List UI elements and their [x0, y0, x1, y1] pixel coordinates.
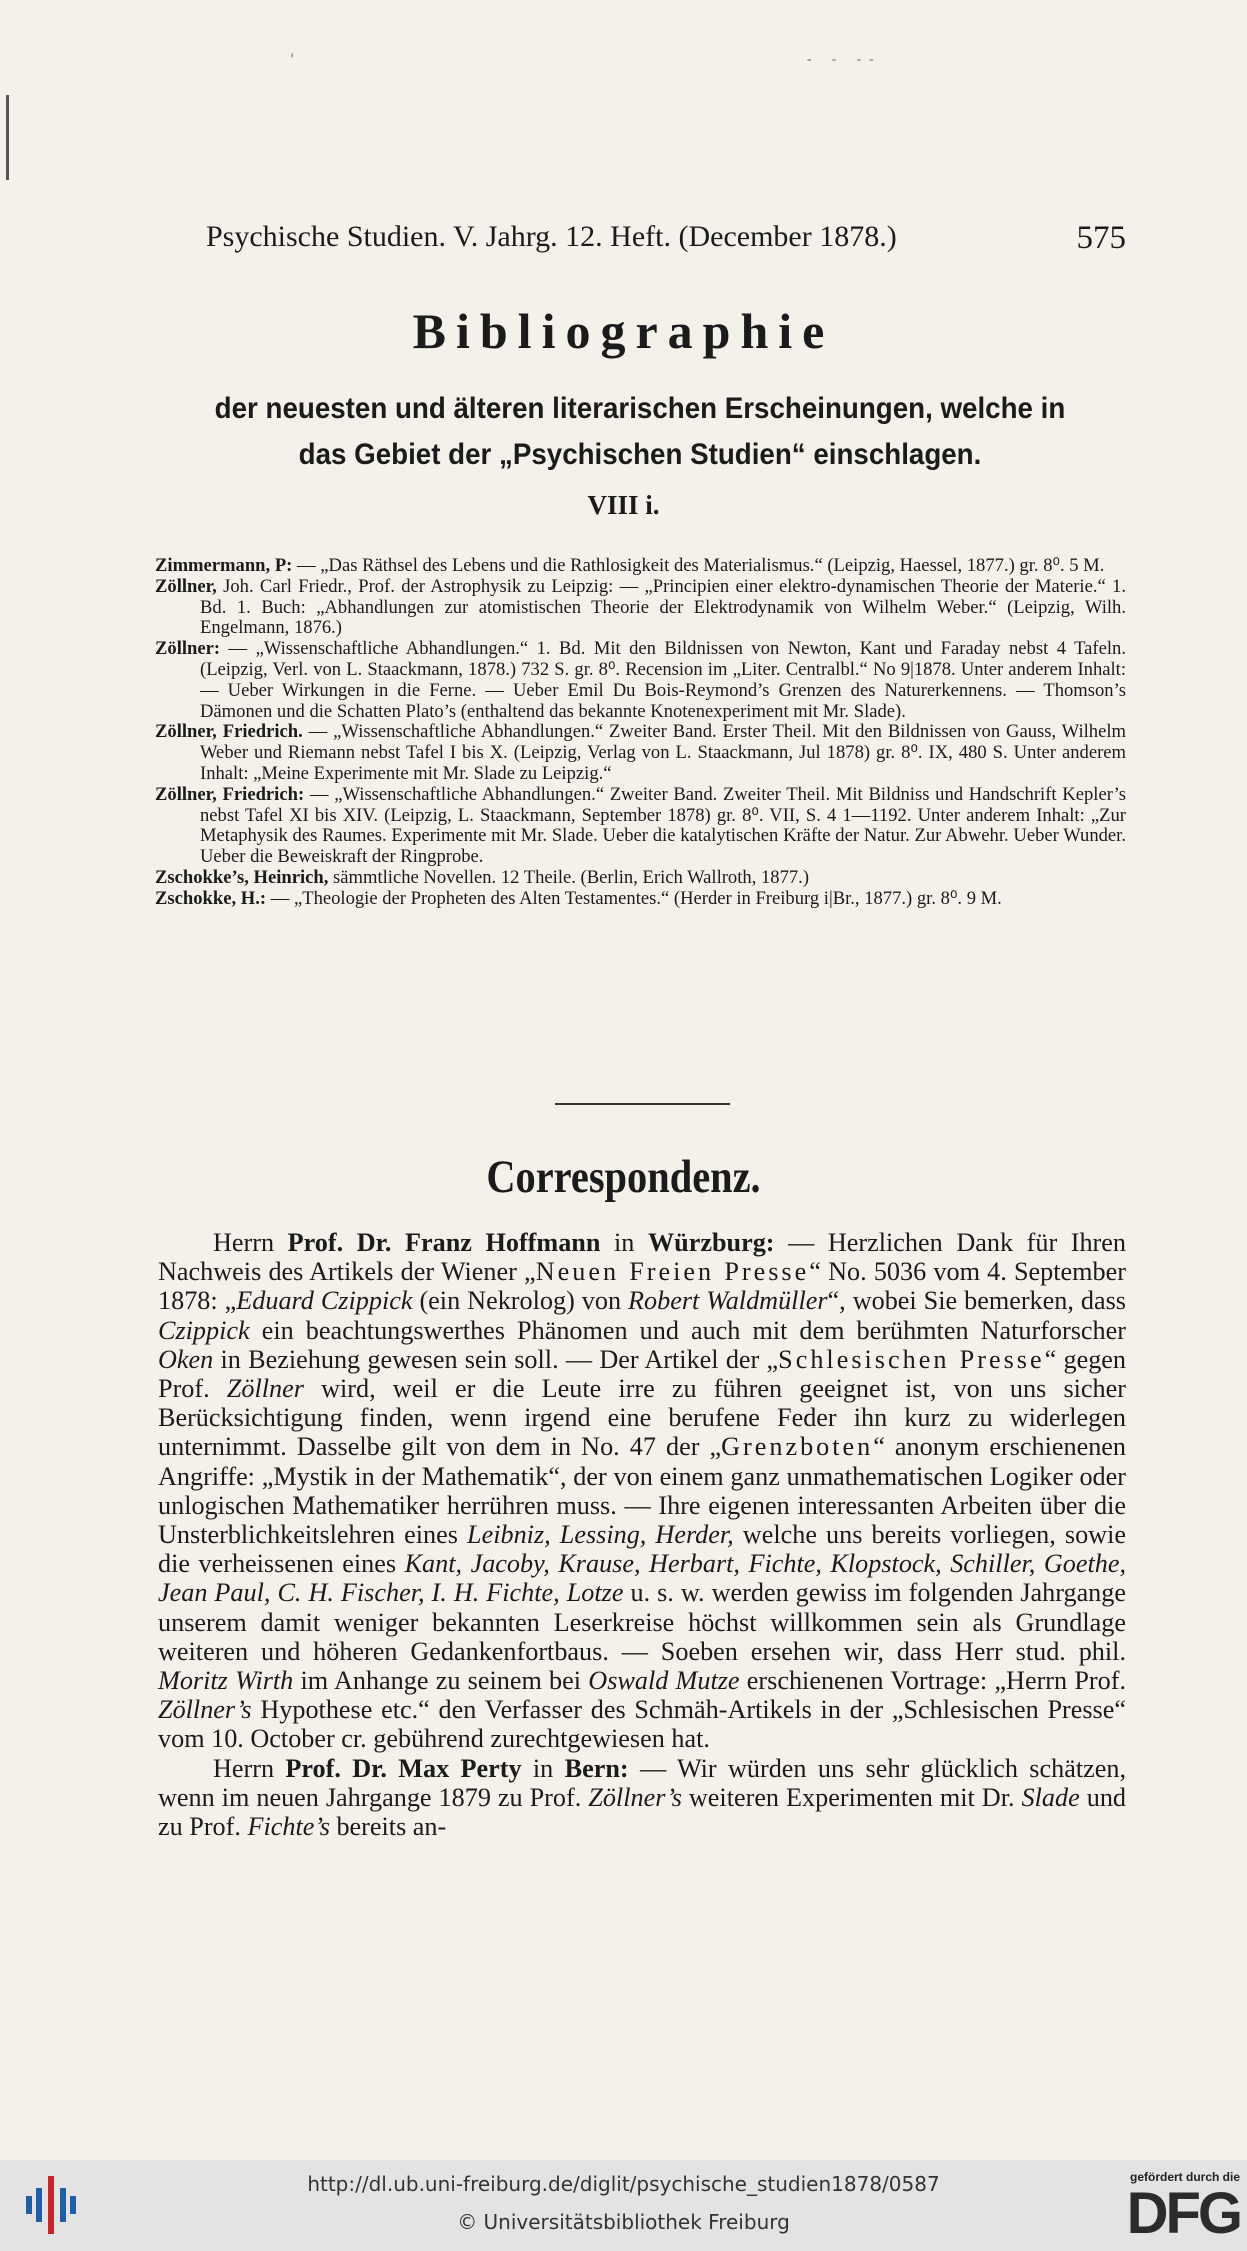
- italic-name: Eduard Czippick: [236, 1286, 413, 1316]
- text-run: “ gegen Prof.: [158, 1344, 1127, 1404]
- entry-author: Zöllner:: [155, 638, 221, 660]
- entry-text: Joh. Carl Friedr., Prof. der Astrophysik zu Leipzig: — „Principien einer elektro-dynamischen Theorie der Materie.“ 1. Bd. 1. Buch: „Abhandlungen zur atomistischen Theorie der Elektrodynamik von Wilhelm Weber.“ (Leipzig, Wilh. Engelmann, 1876.): [200, 575, 1126, 639]
- bibliography-title: Bibliographie: [412, 303, 835, 359]
- subtitle-line: der neuesten und älteren literarischen Erscheinungen, welche in: [214, 392, 1066, 425]
- spaced-text: Neuen Freien Presse: [535, 1257, 810, 1287]
- entry-author: Zschokke’s, Heinrich,: [155, 866, 329, 888]
- text-run: erschienenen Vortrage: „Herrn Prof.: [739, 1666, 1126, 1696]
- document-url[interactable]: http://dl.ub.uni-freiburg.de/diglit/psychische_studien1878/0587: [307, 2172, 940, 2196]
- salutation: Herrn: [213, 1753, 286, 1783]
- italic-name: Oken: [158, 1344, 214, 1374]
- scan-speck: - - --: [805, 52, 880, 68]
- addressee-name: Prof. Dr. Max Perty: [285, 1753, 522, 1783]
- text-run: weiteren Experimenten mit Dr.: [681, 1782, 1022, 1812]
- italic-name: Zöllner’s: [158, 1695, 252, 1725]
- text-run: — Wir würden uns sehr glücklich schätzen, wenn im neuen Jahrgange 1879 zu Prof.: [158, 1753, 1126, 1812]
- bibliography-entry: [155, 722, 1126, 784]
- scan-speck: ': [288, 52, 301, 68]
- bibliography-entry: [155, 556, 1126, 577]
- correspondence-paragraph: [158, 1754, 1126, 1842]
- text-run: ein beachtungswerthes Phänomen und auch mit dem berühmten Naturforscher: [249, 1315, 1126, 1345]
- text-run: (ein Nekrolog) von: [412, 1286, 629, 1316]
- entry-author: Zimmermann, P:: [155, 555, 293, 576]
- bibliography-volume: VIII i.: [587, 490, 660, 520]
- salutation: Herrn: [213, 1228, 288, 1257]
- entry-text: — „Theologie der Propheten des Alten Testamentes.“ (Herder in Freiburg i|Br., 1877.) gr. 8⁰. 9 M.: [266, 887, 1002, 909]
- italic-name: Fichte’s: [247, 1812, 330, 1842]
- text-run: im Anhange zu seinem bei: [293, 1666, 589, 1696]
- bibliography-entry: [155, 785, 1126, 868]
- italic-name: Kant, Jacoby, Krause, Herbart, Fichte, Klopstock, Schiller, Goethe, Jean Paul, C. H. Fischer, I. H. Fichte, Lotze: [158, 1549, 1126, 1608]
- correspondence-title: Correspondenz.: [486, 1151, 761, 1203]
- correspondence-body: [158, 1228, 1126, 1841]
- subtitle-line: das Gebiet der „Psychischen Studien“ einschlagen.: [298, 438, 982, 471]
- addressee-place: Würzburg:: [647, 1228, 775, 1257]
- text-run: in: [600, 1228, 648, 1257]
- copyright-notice: © Universitätsbibliothek Freiburg: [457, 2210, 790, 2234]
- text-run: und zu Prof.: [158, 1782, 1127, 1842]
- entry-author: Zschokke, H.:: [155, 887, 267, 909]
- italic-name: Oswald Mutze: [588, 1666, 740, 1696]
- text-run: u. s. w. werden gewiss im folgenden Jahrgange unserem damit weniger bekannten Leserkreise höchst willkommen sein als Grundlage weiteren und höheren Gedankenfortbaus. — Soeben ersehen wir, dass Herr stud. phil.: [158, 1578, 1126, 1666]
- italic-name: Zöllner’s: [588, 1782, 682, 1812]
- italic-name: Zöllner: [226, 1374, 304, 1404]
- text-run: in: [521, 1753, 565, 1783]
- italic-name: Leibniz, Lessing, Herder,: [467, 1520, 734, 1550]
- entry-author: Zöllner, Friedrich:: [155, 783, 305, 805]
- entry-text: sämmtliche Novellen. 12 Theile. (Berlin, Erich Wallroth, 1877.): [328, 866, 810, 888]
- italic-name: Czippick: [158, 1315, 250, 1345]
- entry-author: Zöllner, Friedrich.: [155, 721, 303, 743]
- entry-text: — „Wissenschaftliche Abhandlungen.“ Zweiter Band. Erster Theil. Mit den Bildnissen von Gauss, Wilhelm Weber und Riemann nebst Tafel I bis X. (Leipzig, Verlag von L. Staackmann, Jul 1878) gr. 8⁰. IX, 480 S. Unter anderem Inhalt: „Meine Experimente mit Mr. Slade zu Leipzig.“: [200, 721, 1126, 784]
- viewer-footer: [0, 2160, 1247, 2251]
- page-number: 575: [1076, 220, 1126, 256]
- text-run: “, wobei Sie bemerken, dass: [827, 1286, 1126, 1316]
- text-run: bereits an-: [329, 1812, 447, 1842]
- dfg-logo: DFG: [1126, 2181, 1240, 2246]
- entry-text: — „Wissenschaftliche Abhandlungen.“ Zweiter Band. Zweiter Theil. Mit Bildniss und Handschrift Kepler’s nebst Tafel XI bis XIV. (Leipzig, L. Staackmann, September 1878) gr. 8⁰. VII, S. 4 1—1192. Unter anderem Inhalt: „Zur Metaphysik des Raumes. Experimente mit Mr. Slade. Ueber die katalytischen Kräfte der Natur. Zur Abwehr. Ueber Wunder. Ueber die Beweiskraft der Ringprobe.: [200, 783, 1126, 868]
- italic-name: Slade: [1021, 1782, 1080, 1812]
- entry-text: — „Das Räthsel des Lebens und die Rathlosigkeit des Materialismus.“ (Leipzig, Haessel, 1877.) gr. 8⁰. 5 M.: [292, 555, 1105, 576]
- entry-text: — „Wissenschaftliche Abhandlungen.“ 1. Bd. Mit den Bildnissen von Newton, Kant und Faraday nebst 4 Tafeln. (Leipzig, Verl. von L. Staackmann, 1878.) 732 S. gr. 8⁰. Recension im „Liter. Centralbl.“ No 9|1878. Unter anderem Inhalt: — Ueber Wirkungen in die Ferne. — Ueber Emil Du Bois-Reymond’s Grenzen des Naturerkennens. — Thomson’s Dämonen und die Schatten Plato’s (enthaltend das bekannte Knotenexperiment mit Mr. Slade).: [200, 638, 1126, 722]
- bibliography-entry: [155, 868, 1126, 889]
- bibliography-list: [155, 556, 1126, 910]
- text-run: “ No. 5036 vom 4. September 1878: „: [158, 1257, 1126, 1316]
- italic-name: Moritz Wirth: [158, 1666, 294, 1696]
- addressee-place: Bern:: [564, 1753, 629, 1783]
- bibliography-entry: [155, 889, 1126, 910]
- text-run: welche uns bereits vorliegen, sowie die verheissenen eines: [158, 1520, 1126, 1579]
- bibliography-entry: [155, 639, 1126, 722]
- text-run: wird, weil er die Leute irre zu führen geeignet ist, von uns sicher Berücksichtigung finden, wenn irgend eine berufene Feder ihn kurz zu widerlegen unternimmt. Dasselbe gilt von dem in No. 47 der „: [158, 1374, 1126, 1462]
- bibliography-subtitle: [179, 386, 1100, 478]
- text-run: — Herzlichen Dank für Ihren Nachweis des Artikels der Wiener „: [158, 1228, 1126, 1287]
- entry-author: Zöllner,: [155, 575, 217, 597]
- text-run: “ anonym erschienenen Angriffe: „Mystik in der Mathematik“, der von einem ganz unmathematischen Logiker oder unlogischen Mathematiker herrühren muss. — Ihre eigenen interessanten Arbeiten über die Unsterblichkeitslehren eines: [158, 1432, 1126, 1550]
- section-divider: [555, 1103, 730, 1105]
- spaced-text: Grenzboten: [721, 1432, 874, 1462]
- bibliography-entry: [155, 577, 1126, 639]
- correspondence-paragraph: [158, 1228, 1126, 1754]
- dfg-caption: gefördert durch die: [1129, 2170, 1240, 2184]
- text-run: Hypothese etc.“ den Verfasser des Schmäh-Artikels in der „Schlesischen Presse“ vom 10. October cr. gebührend zurechtgewiesen hat.: [158, 1695, 1126, 1754]
- addressee-name: Prof. Dr. Franz Hoffmann: [287, 1228, 601, 1257]
- running-title: Psychische Studien. V. Jahrg. 12. Heft. (December 1878.): [206, 220, 897, 253]
- italic-name: Robert Waldmüller: [628, 1286, 828, 1316]
- scan-edge-mark: [6, 95, 9, 180]
- text-run: in Beziehung gewesen sein soll. — Der Artikel der „: [213, 1344, 779, 1374]
- running-header: [206, 220, 1126, 257]
- spaced-text: Schlesischen Presse: [778, 1344, 1045, 1374]
